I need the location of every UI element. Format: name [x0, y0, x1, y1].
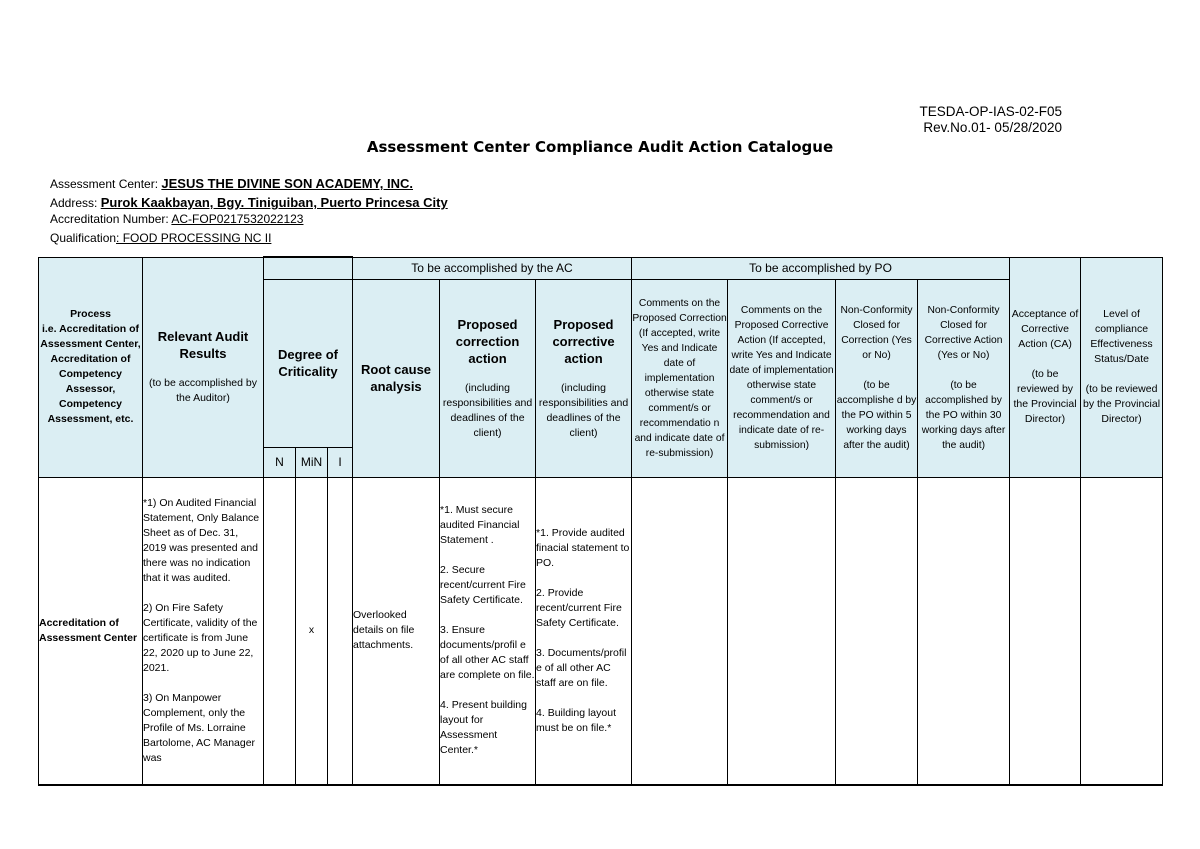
crit-n-cell	[264, 477, 296, 785]
assessment-center-value: JESUS THE DIVINE SON ACADEMY, INC.	[161, 176, 413, 191]
corrective-item: 2. Provide recent/current Fire Safety Certificate.	[536, 586, 622, 629]
document-code: TESDA-OP-IAS-02-F05	[919, 104, 1062, 119]
comments-corrective-header: Comments on the Proposed Corrective Action (If accepted, write Yes and Indicate date of implementation otherwise state comment/s or recommendation and indicate date of re-submission)	[728, 279, 836, 477]
nc-corrective-header: Non-Conformity Closed for Corrective Action (Yes or No) (to be accomplished by the PO within 30 working days after the audit)	[918, 279, 1010, 477]
address-line	[50, 194, 448, 211]
assessment-center-line	[50, 175, 413, 192]
comments-correction-header: Comments on the Proposed Correction (If accepted, write Yes and Indicate date of implementation otherwise state comment/s or recommendatio n and indicate date of re-submission)	[632, 279, 728, 477]
correction-header: Proposed correction action (including responsibilities and deadlines of the client)	[440, 279, 536, 477]
crit-min-header: MiN	[296, 447, 328, 477]
corrective-item: 4. Building layout must be on file.*	[536, 706, 616, 734]
accreditation-value: AC-FOP0217532022123	[171, 212, 304, 226]
root-cause-cell: Overlooked details on file attachments.	[353, 477, 440, 785]
nc-correction-cell	[836, 477, 918, 785]
nc-correction-header: Non-Conformity Closed for Correction (Yes or No) (to be accomplishe d by the PO within 5 working days after the audit)	[836, 279, 918, 477]
level-header: Level of compliance Effectiveness Status/Date (to be reviewed by the Provincial Director)	[1081, 257, 1163, 477]
correction-cell	[440, 477, 536, 785]
table-row	[39, 477, 1163, 785]
correction-item: *1. Must secure audited Financial Statement .	[440, 504, 520, 547]
address-value: Purok Kaakbayan, Bgy. Tiniguiban, Puerto Princesa City	[100, 195, 448, 210]
process-cell: Accreditation of Assessment Center	[39, 477, 143, 785]
qualification-line	[50, 231, 271, 245]
crit-i-cell	[328, 477, 353, 785]
root-cause-header: Root cause analysis	[353, 279, 440, 477]
criticality-spacer	[264, 257, 353, 279]
process-header: Process i.e. Accreditation of Assessment Center, Accreditation of Competency Assessor, Competency Assessment, etc.	[39, 257, 143, 477]
corrective-cell	[536, 477, 632, 785]
level-cell	[1081, 477, 1163, 785]
result-item: *1) On Audited Financial Statement, Only Balance Sheet as of Dec. 31, 2019 was presented and there was no indication that it was audited.	[143, 496, 260, 584]
audit-results-header: Relevant Audit Results (to be accomplished by the Auditor)	[143, 257, 264, 477]
qualification-value: : FOOD PROCESSING NC II	[116, 231, 272, 245]
crit-i-header: I	[328, 447, 353, 477]
result-item: 3) On Manpower Complement, only the Profile of Ms. Lorraine Bartolome, AC Manager was	[143, 691, 256, 764]
audit-action-table	[38, 256, 1163, 786]
corrective-item: 3. Documents/profil e of all other AC staff are on file.	[536, 646, 627, 689]
crit-n-header: N	[264, 447, 296, 477]
nc-corrective-cell	[918, 477, 1010, 785]
crit-min-cell: x	[296, 477, 328, 785]
comments-correction-cell	[632, 477, 728, 785]
correction-item: 3. Ensure documents/profil e of all other AC staff are complete on file.	[440, 624, 535, 682]
correction-item: 2. Secure recent/current Fire Safety Certificate.	[440, 564, 526, 607]
corrective-item: *1. Provide audited finacial statement to PO.	[536, 526, 630, 569]
po-group-header: To be accomplished by PO	[632, 257, 1010, 279]
document-revision: Rev.No.01- 05/28/2020	[923, 120, 1062, 135]
address-label: Address:	[50, 196, 101, 210]
corrective-header: Proposed corrective action (including responsibilities and deadlines of the client)	[536, 279, 632, 477]
result-item: 2) On Fire Safety Certificate, validity of the certificate is from June 22, 2020 up to June 22, 2021.	[143, 601, 258, 674]
qualification-label: Qualification	[50, 231, 117, 245]
accreditation-label: Accreditation Number:	[50, 212, 172, 226]
accreditation-line	[50, 212, 303, 226]
acceptance-cell	[1010, 477, 1081, 785]
ac-group-header: To be accomplished by the AC	[353, 257, 632, 279]
document-reference	[919, 104, 1062, 136]
results-cell	[143, 477, 264, 785]
correction-item: 4. Present building layout for Assessment Center.*	[440, 699, 527, 757]
acceptance-header: Acceptance of Corrective Action (CA) (to be reviewed by the Provincial Director)	[1010, 257, 1081, 477]
criticality-header: Degree of Criticality	[264, 279, 353, 447]
assessment-center-label: Assessment Center:	[50, 177, 162, 191]
page-title: Assessment Center Compliance Audit Action Catalogue	[366, 138, 834, 156]
comments-corrective-cell	[728, 477, 836, 785]
